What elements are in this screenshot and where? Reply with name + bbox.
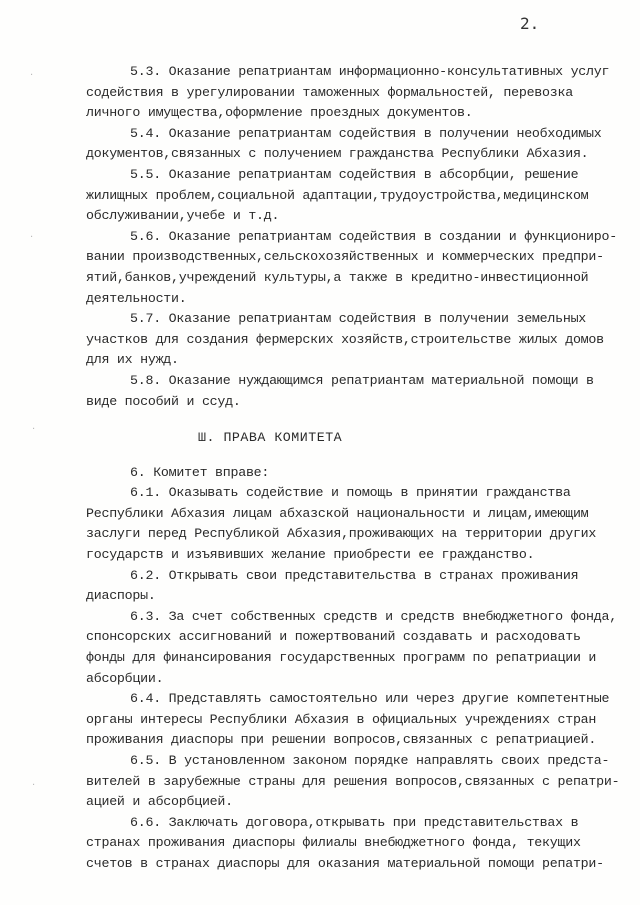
paragraph: [86, 483, 616, 565]
text-line: 6. Комитет вправе:: [130, 464, 270, 480]
scan-speck: ·: [32, 780, 36, 791]
text-line: спонсорских ассигнований и пожертвований создавать и расходовать: [86, 629, 581, 645]
paragraph: [86, 371, 616, 412]
paragraph: [86, 227, 616, 309]
text-line: заслуги перед Республикой Абхазия,проживающих на территории других: [86, 526, 597, 542]
text-line: счетов в странах диаспоры для оказания материальной помощи репатри-: [86, 855, 604, 871]
paragraph: [86, 124, 616, 165]
text-line: проживания диаспоры при решении вопросов,связанных с репатриацией.: [86, 732, 597, 748]
text-line: 6.6. Заключать договора,открывать при представительствах в: [130, 814, 579, 830]
text-line: жилищных проблем,социальной адаптации,трудоустройства,медицинском: [86, 187, 589, 203]
text-line: 6.4. Представлять самостоятельно или через другие компетентные: [130, 691, 610, 707]
text-line: ацией и абсорбцией.: [86, 794, 233, 810]
text-line: 5.7. Оказание репатриантам содействия в получении земельных: [130, 311, 587, 327]
text-line: 5.3. Оказание репатриантам информационно-консультативных услуг: [130, 64, 610, 79]
text-line: государств и изъявивших желание приобрести ее гражданство.: [86, 547, 535, 563]
scan-speck: ·: [32, 424, 36, 435]
text-line: 5.6. Оказание репатриантам содействия в создании и функциониро-: [130, 228, 617, 244]
text-line: абсорбции.: [86, 670, 164, 686]
text-line: для их нужд.: [86, 352, 179, 368]
document-body: [86, 62, 620, 875]
text-line: участков для создания фермерских хозяйств,строительстве жилых домов: [86, 331, 604, 347]
paragraph: [86, 689, 616, 751]
text-line: вании производственных,сельскохозяйственных и коммерческих предпри-: [86, 249, 604, 265]
paragraph: [86, 813, 616, 875]
text-line: деятельности.: [86, 290, 187, 306]
page-number: 2.: [520, 14, 540, 33]
text-line: 5.4. Оказание репатриантам содействия в получении необходимых: [130, 125, 602, 141]
text-line: фонды для финансирования государственных программ по репатриации и: [86, 650, 597, 666]
text-line: диаспоры.: [86, 588, 156, 604]
section-6-items: [86, 463, 620, 875]
paragraph: [86, 463, 616, 484]
scan-speck: ·: [30, 70, 34, 81]
text-line: содействия в урегулировании таможенных формальностей, перевозка: [86, 84, 573, 100]
text-line: 6.2. Открывать свои представительства в странах проживания: [130, 567, 579, 583]
text-line: виде пособий и ссуд.: [86, 393, 241, 409]
paragraph: [86, 62, 616, 124]
text-line: органы интересы Республики Абхазия в официальных учреждениях стран: [86, 711, 597, 727]
text-line: 6.1. Оказывать содействие и помощь в принятии гражданства: [130, 485, 571, 501]
text-line: документов,связанных с получением гражданства Республики Абхазия.: [86, 146, 589, 162]
text-line: личного имущества,оформление проездных документов.: [86, 105, 473, 121]
text-line: 6.5. В установленном законом порядке направлять своих предста-: [130, 753, 610, 768]
text-line: 5.8. Оказание нуждающимся репатриантам материальной помощи в: [130, 372, 594, 388]
paragraph: [86, 751, 620, 813]
text-line: вителей в зарубежные страны для решения вопросов,связанных с репатри-: [86, 773, 620, 789]
scan-speck: ·: [30, 232, 34, 243]
text-line: Республики Абхазия лицам абхазской национальности и лицам,имеющим: [86, 505, 589, 521]
text-line: ятий,банков,учреждений культуры,а также в кредитно-инвестиционной: [86, 269, 589, 285]
section-5-items: [86, 62, 616, 412]
section-heading: Ш. ПРАВА КОМИТЕТА: [198, 430, 343, 446]
text-line: 6.3. За счет собственных средств и средств внебюджетного фонда,: [130, 608, 617, 624]
paragraph: [86, 309, 616, 371]
text-line: обслуживании,учебе и т.д.: [86, 208, 280, 224]
text-line: странах проживания диаспоры филиалы внебюджетного фонда, текущих: [86, 835, 581, 851]
paragraph: [86, 165, 616, 227]
paragraph: [86, 566, 616, 607]
text-line: 5.5. Оказание репатриантам содействия в абсорбции, решение: [130, 166, 579, 182]
paragraph: [86, 607, 616, 689]
